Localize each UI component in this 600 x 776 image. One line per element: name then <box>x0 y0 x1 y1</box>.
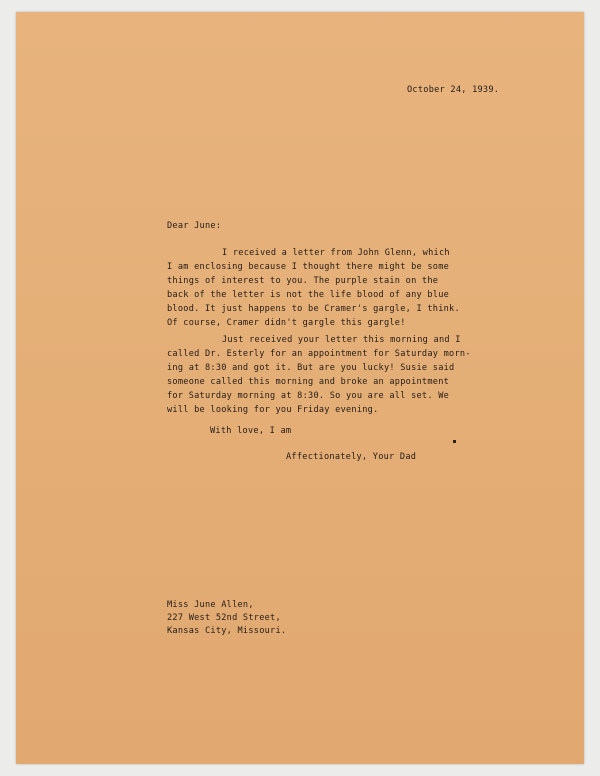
paragraph-line: back of the letter is not the life blood of any blue <box>167 290 450 300</box>
paragraph-line: Of course, Cramer didn't gargle this gargle! <box>167 318 406 328</box>
paragraph-line: for Saturday morning at 8:30. So you are all set. We <box>167 391 450 401</box>
paragraph-line: will be looking for you Friday evening. <box>167 405 379 415</box>
paragraph-line: I received a letter from John Glenn, which <box>222 248 450 258</box>
paragraph-line: someone called this morning and broke an appointment <box>167 377 450 387</box>
typewriter-mark <box>453 440 456 443</box>
paragraph-line: I am enclosing because I thought there might be some <box>167 262 450 272</box>
letter-date: October 24, 1939. <box>407 85 500 95</box>
address-line: Miss June Allen, <box>167 600 254 610</box>
address-line: 227 West 52nd Street, <box>167 613 281 623</box>
paragraph-line: called Dr. Esterly for an appointment for Saturday morn- <box>167 349 471 359</box>
paragraph-line: things of interest to you. The purple stain on the <box>167 276 439 286</box>
address-line: Kansas City, Missouri. <box>167 626 287 636</box>
paragraph-line: Just received your letter this morning and I <box>222 335 461 345</box>
paragraph-line: ing at 8:30 and got it. But are you lucky! Susie said <box>167 363 455 373</box>
letter-page <box>16 12 584 764</box>
salutation: Dear June: <box>167 221 222 231</box>
paragraph-line: blood. It just happens to be Cramer's gargle, I think. <box>167 304 460 314</box>
signature: Affectionately, Your Dad <box>286 452 417 462</box>
closing-line: With love, I am <box>210 426 292 436</box>
